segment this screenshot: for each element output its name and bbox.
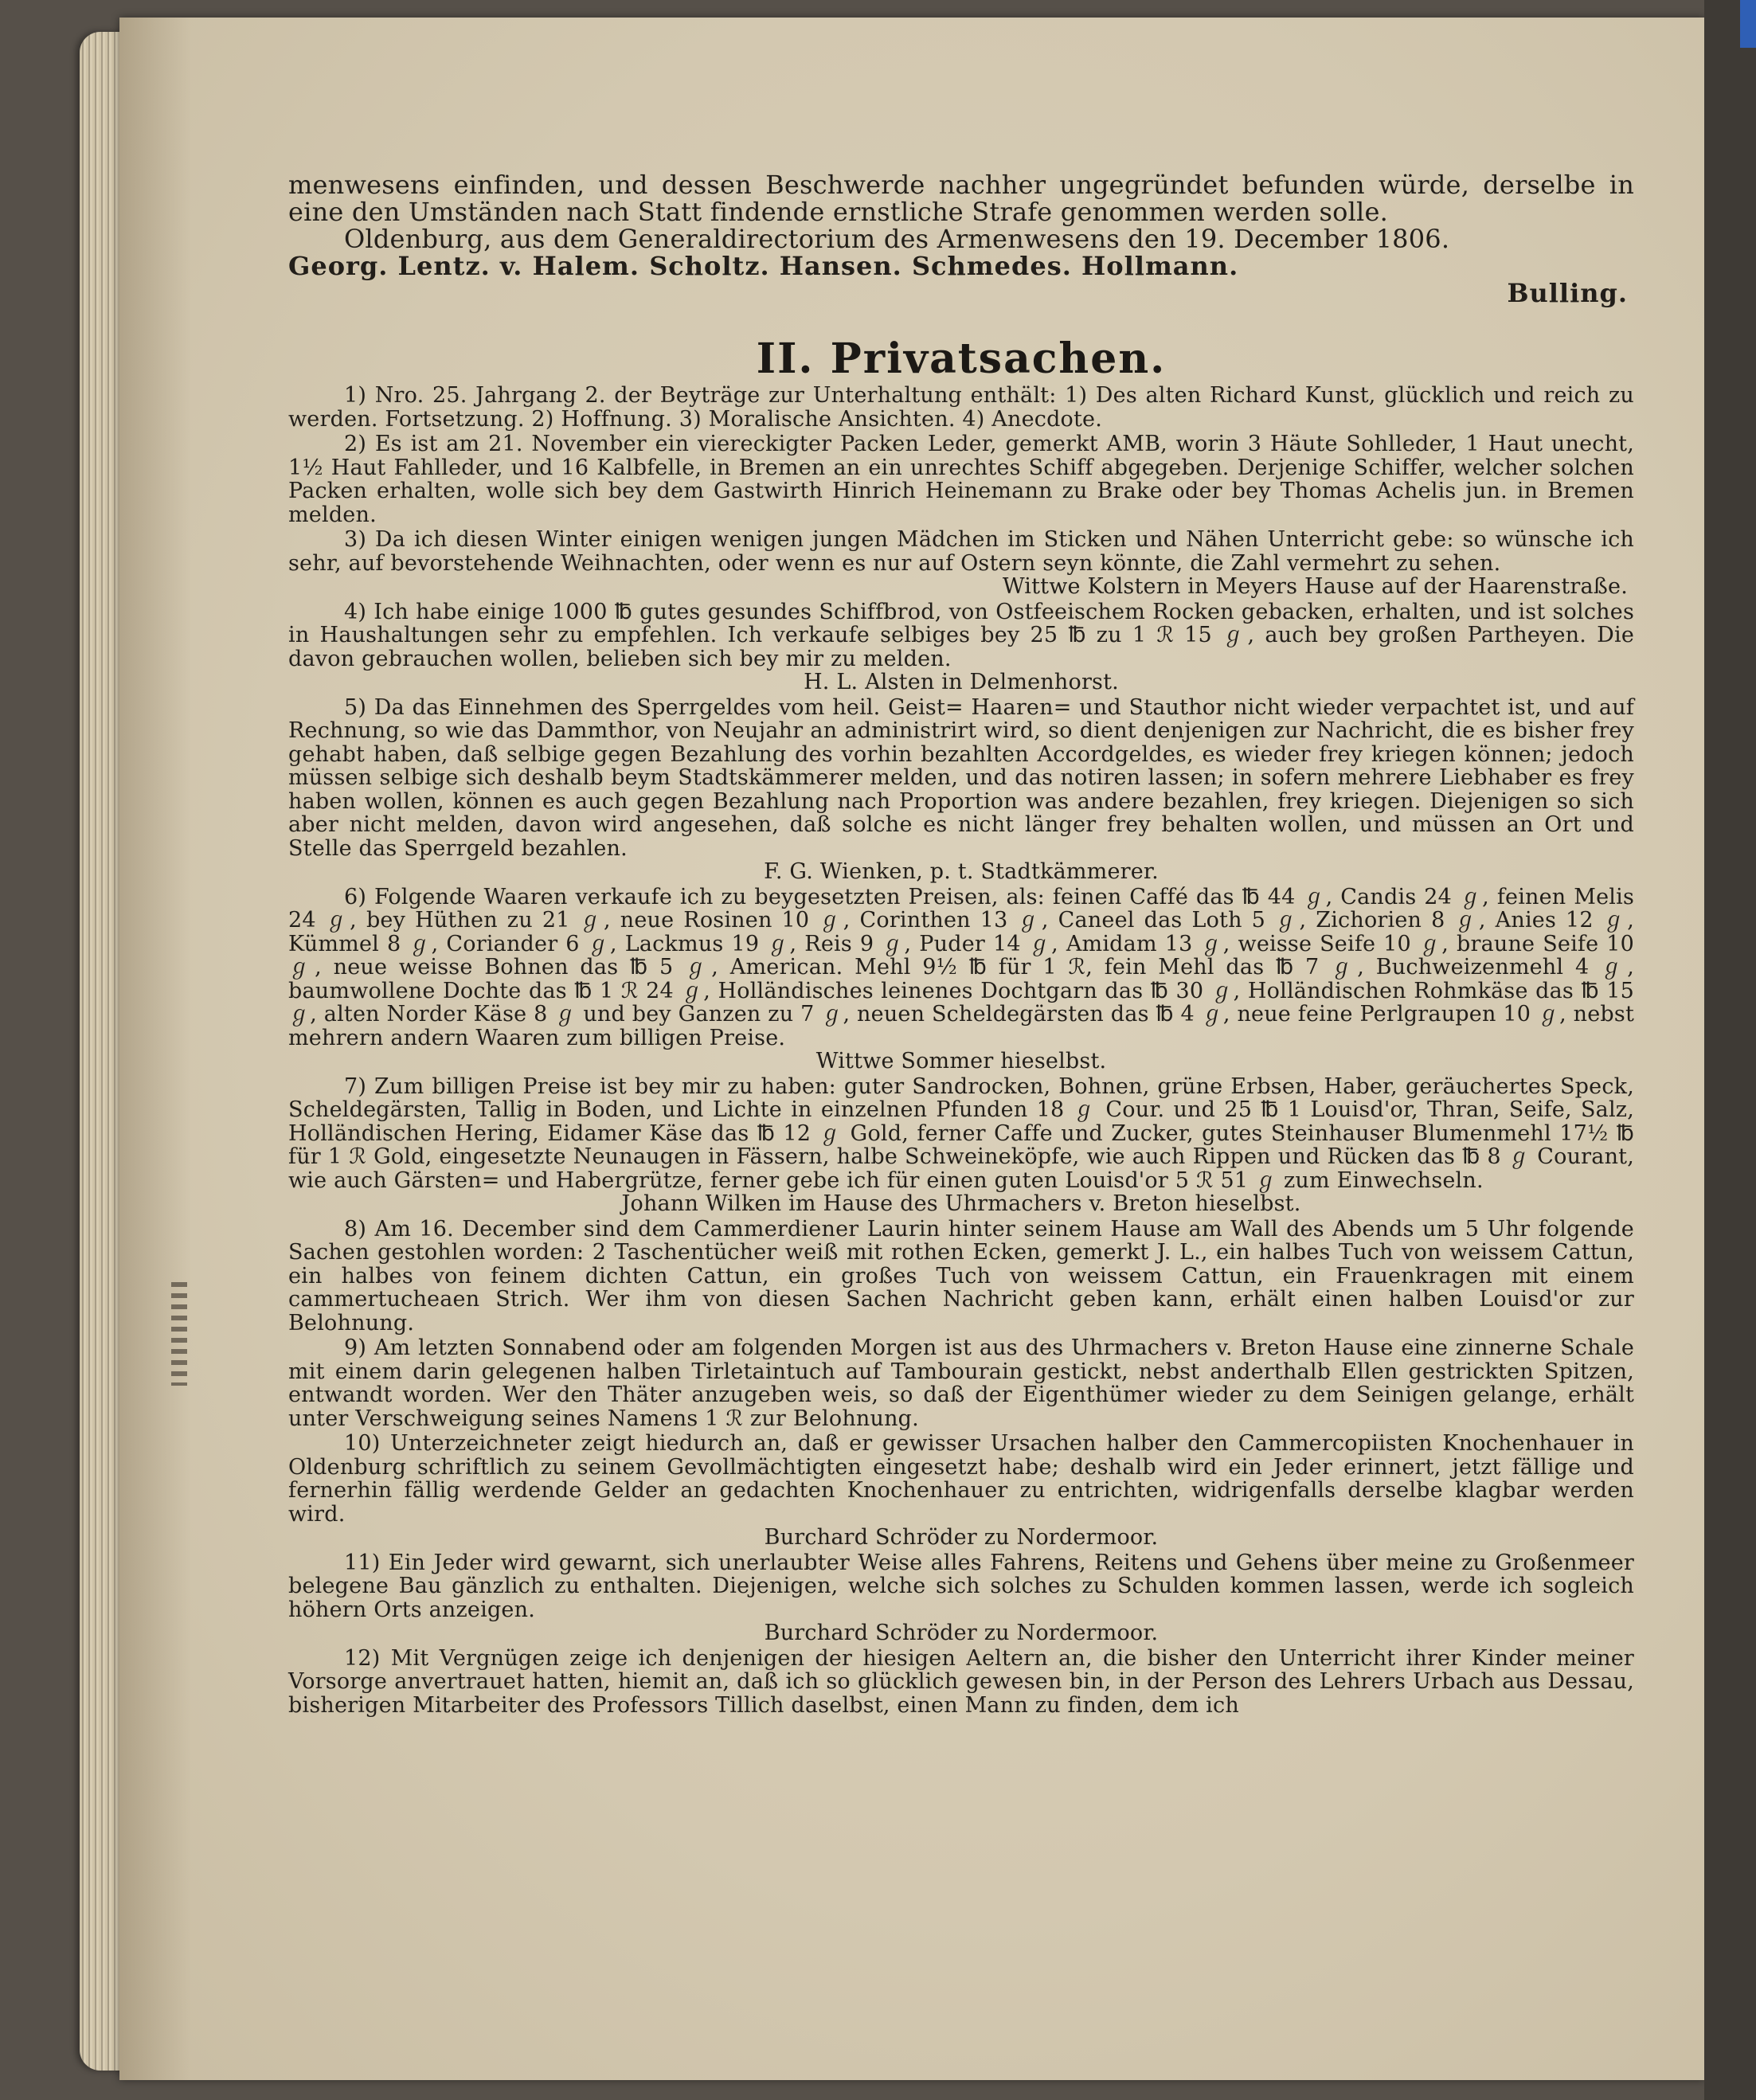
- notice-signature: Burchard Schröder zu Nordermoor.: [764, 1525, 1159, 1550]
- notice-item: [288, 1432, 1634, 1550]
- notice-text: 7) Zum billigen Preise ist bey mir zu haben: guter Sandrocken, Bohnen, grüne Erbsen, Haber, geräuchertes Speck, Scheldegärsten, Tallig in Boden, und Lichte in einzelnen Pfunden 18 ℊ Cour. und 25 ℔ 1 Louisd'or, Thran, Seife, Salz, Holländischen Hering, Eidamer Käse das ℔ 12 ℊ Gold, ferner Caffe und Zucker, gutes Steinhauser Blumenmehl 17½ ℔ für 1 ℛ Gold, eingesetzte Neunaugen in Fässern, halbe Schweineköpfe, wie auch Rippen und Rücken das ℔ 8 ℊ Courant, wie auch Gärsten= und Habergrütze, ferner gebe ich für einen guten Louisd'or 5 ℛ 51 ℊ zum Einwechseln.: [288, 1073, 1634, 1193]
- notice-signature: Johann Wilken im Hause des Uhrmachers v. Breton hieselbst.: [621, 1191, 1301, 1216]
- notice-item: [288, 1647, 1634, 1718]
- notice-item: [288, 1075, 1634, 1216]
- notice-text: 9) Am letzten Sonnabend oder am folgenden Morgen ist aus des Uhrmachers v. Breton Hause eine zinnerne Schale mit einem darin gelegenen halben Tirletaintuch auf Tambourain gestickt, nebst anderthalb Ellen gestrickten Spitzen, entwandt worden. Wer den Thäter anzugeben weis, so daß der Eigenthümer wieder zu dem Seinigen gelange, erhält unter Verschweigung seines Namens 1 ℛ zur Belohnung.: [288, 1335, 1634, 1431]
- notice-text: 4) Ich habe einige 1000 ℔ gutes gesundes Schiffbrod, von Ostfeeischem Rocken gebacken, erhalten, und ist solches in Haushaltungen sehr zu empfehlen. Ich verkaufe selbiges bey 25 ℔ zu 1 ℛ 15 ℊ, auch bey großen Partheyen. Die davon gebrauchen wollen, belieben sich bey mir zu melden.: [288, 599, 1634, 671]
- notice-item: [288, 600, 1634, 694]
- notice-item: [288, 528, 1634, 599]
- notice-item: [288, 696, 1634, 884]
- notice-text: 5) Da das Einnehmen des Sperrgeldes vom heil. Geist= Haaren= und Stauthor nicht wieder verpachtet ist, und auf Rechnung, so wie das Dammthor, von Neujahr an administrirt wird, so dient denjenigen zur Nachricht, die es bisher frey gehabt haben, daß selbige gegen Bezahlung des vorhin bezahlten Accordgeldes, es wieder frey kriegen können; jedoch müssen selbige sich deshalb beym Stadtskämmerer melden, und das notiren lassen; in sofern mehrere Liebhaber es frey haben wollen, können es auch gegen Bezahlung nach Proportion was andere bezahlen, frey kriegen. Diejenigen so sich aber nicht melden, davon wird angesehen, daß solche es nicht länger frey behalten wollen, und müssen an Ort und Stelle das Sperrgeld bezahlen.: [288, 694, 1634, 861]
- page-gutter-shadow: [119, 18, 191, 2080]
- notice-signature: Wittwe Sommer hieselbst.: [815, 1049, 1107, 1073]
- notice-item: [288, 432, 1634, 526]
- blue-corner-strip: [1740, 0, 1756, 48]
- notice-text: 1) Nro. 25. Jahrgang 2. der Beyträge zur Unterhaltung enthält: 1) Des alten Richard Kunst, glücklich und reich zu werden. Fortsetzung. 2) Hoffnung. 3) Moralische Ansichten. 4) Anecdote.: [288, 383, 1634, 432]
- notice-item: [288, 384, 1634, 431]
- notice-item: [288, 886, 1634, 1073]
- notice-text: 10) Unterzeichneter zeigt hiedurch an, daß er gewisser Ursachen halber den Cammercopiisten Knochenhauer in Oldenburg schriftlich zu seinem Gevollmächtigten eingesetzt habe; deshalb wird ein Jeder erinnert, jetzt fällige und fernerhin fällig werdende Gelder an gedachten Knochenhauer zu entrichten, widrigenfalls derselbe klagbar werden wird.: [288, 1431, 1634, 1527]
- notice-text: 3) Da ich diesen Winter einigen wenigen jungen Mädchen im Sticken und Nähen Unterricht gebe: so wünsche ich sehr, auf bevorstehende Weihnachten, oder wenn es nur auf Ostern seyn könnte, die Zahl vermehrt zu sehen.: [288, 527, 1634, 576]
- notice-signature: H. L. Alsten in Delmenhorst.: [804, 670, 1119, 694]
- margin-ink-mark: [171, 1282, 187, 1386]
- section-heading: II. Privatsachen.: [756, 334, 1167, 383]
- notice-text: 6) Folgende Waaren verkaufe ich zu beygesetzten Preisen, als: feinen Caffé das ℔ 44 ℊ, Candis 24 ℊ, feinen Melis 24 ℊ, bey Hüthen zu 21 ℊ, neue Rosinen 10 ℊ, Corinthen 13 ℊ, Caneel das Loth 5 ℊ, Zichorien 8 ℊ, Anies 12 ℊ, Kümmel 8 ℊ, Coriander 6 ℊ, Lackmus 19 ℊ, Reis 9 ℊ, Puder 14 ℊ, Amidam 13 ℊ, weisse Seife 10 ℊ, braune Seife 10 ℊ, neue weisse Bohnen das ℔ 5 ℊ, American. Mehl 9½ ℔ für 1 ℛ, fein Mehl das ℔ 7 ℊ, Buchweizenmehl 4 ℊ, baumwollene Dochte das ℔ 1 ℛ 24 ℊ, Holländisches leinenes Dochtgarn das ℔ 30 ℊ, Holländischen Rohmkäse das ℔ 15 ℊ, alten Norder Käse 8 ℊ und bey Ganzen zu 7 ℊ, neuen Scheldegärsten das ℔ 4 ℊ, neue feine Perlgraupen 10 ℊ, nebst mehrern andern Waaren zum billigen Preise.: [288, 884, 1634, 1050]
- notice-signature: F. G. Wienken, p. t. Stadtkämmerer.: [764, 859, 1159, 884]
- notice-text: 12) Mit Vergnügen zeige ich denjenigen der hiesigen Aeltern an, die bisher den Unterricht ihrer Kinder meiner Vorsorge anvertrauet hatten, hiemit an, daß ich so glücklich gewesen bin, in der Person des Lehrers Urbach aus Dessau, bisherigen Mitarbeiter des Professors Tillich daselbst, einen Mann zu finden, dem ich: [288, 1645, 1634, 1718]
- notice-text: 2) Es ist am 21. November ein viereckigter Packen Leder, gemerkt AMB, worin 3 Häute Sohlleder, 1 Haut unecht, 1½ Haut Fahlleder, und 16 Kalbfelle, in Bremen an ein unrechtes Schiff abgegeben. Derjenige Schiffer, welcher solchen Packen erhalten, wolle sich bey dem Gastwirth Hinrich Heinemann zu Brake oder bey Thomas Achelis jun. in Bremen melden.: [288, 432, 1634, 527]
- notice-item: [288, 1218, 1634, 1335]
- notice-last-signatory: Bulling.: [1507, 278, 1628, 308]
- notice-signature: Wittwe Kolstern in Meyers Hause auf der Haarenstraße.: [1002, 574, 1628, 599]
- private-notices: [288, 382, 1634, 1717]
- notice-dateline: Oldenburg, aus dem Generaldirectorium des Armenwesens den 19. December 1806.: [344, 224, 1450, 254]
- notice-signature: Burchard Schröder zu Nordermoor.: [764, 1621, 1159, 1645]
- notice-text: 8) Am 16. December sind dem Cammerdiener Laurin hinter seinem Hause am Wall des Abends um 5 Uhr folgende Sachen gestohlen worden: 2 Taschentücher weiß mit rothen Ecken, gemerkt J. L., ein halbes Tuch von weissem Cattun, ein halbes von feinem dichten Cattun, ein großes Tuch von weissem Cattun, ein Frauenkragen mit einem cammertucheaen Strich. Wer ihm von diesen Sachen Nachricht geben kann, erhält einen halben Louisd'or zur Belohnung.: [288, 1216, 1634, 1335]
- notice-signatories: Georg. Lentz. v. Halem. Scholtz. Hansen. Schmedes. Hollmann.: [288, 251, 1239, 281]
- notice-item: [288, 1551, 1634, 1645]
- background-strip: [1704, 0, 1756, 2100]
- notice-text: 11) Ein Jeder wird gewarnt, sich unerlaubter Weise alles Fahrens, Reitens und Gehens über meine zu Großenmeer belegene Bau gänzlich zu enthalten. Diejenigen, welche sich solches zu Schulden kommen lassen, werde ich sogleich höhern Orts anzeigen.: [288, 1550, 1634, 1622]
- previous-notice-ending: [288, 171, 1634, 307]
- notice-closing-text: menwesens einfinden, und dessen Beschwerde nachher ungegründet befunden würde, derselbe in eine den Umständen nach Statt findende ernstliche Strafe genommen werden solle.: [288, 170, 1634, 227]
- notice-item: [288, 1336, 1634, 1430]
